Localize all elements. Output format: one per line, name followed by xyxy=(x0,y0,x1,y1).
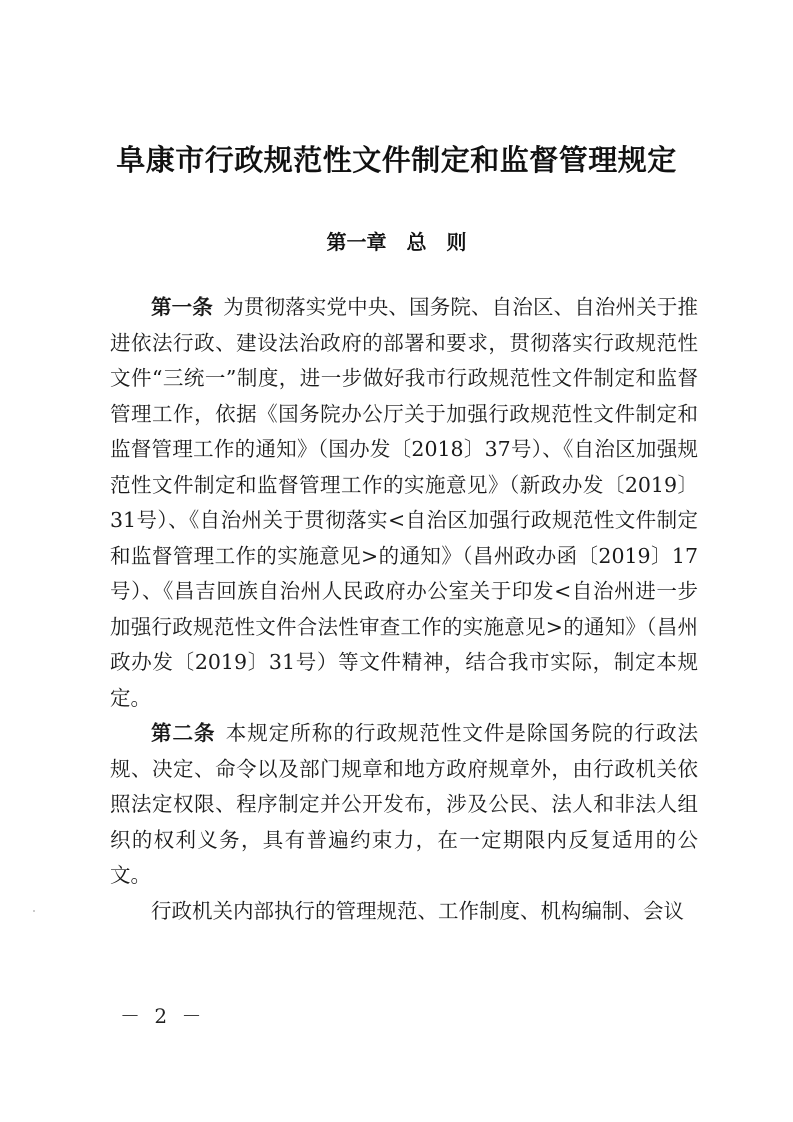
paragraph-text: 行政机关内部执行的管理规范、工作制度、机构编制、会议 xyxy=(151,898,684,923)
article-label: 第二条 xyxy=(151,721,216,745)
article-text: 为贯彻落实党中央、国务院、自治区、自治州关于推进依法行政、建设法治政府的部署和要求，贯彻落实行政规范性文件“三统一”制度，进一步做好我市行政规范性文件制定和监督管理工作，依据《国务院办公厅关于加强行政规范性文件制定和监督管理工作的通知》（国办发〔2018〕37号）、《自治区加强规范性文件制定和监督管理工作的实施意见》（新政办发〔2019〕31号）、《自治州关于贯彻落实<自治区加强行政规范性文件制定和监督管理工作的实施意见>的通知》（昌州政办函〔2019〕17号）、《昌吉回族自治州人民政府办公室关于印发<自治州进一步加强行政规范性文件合法性审查工作的实施意见>的通知》（昌州政办发〔2019〕31号）等文件精神，结合我市实际，制定本规定。 xyxy=(110,295,699,710)
page-number: － 2 － xyxy=(120,1004,206,1028)
scan-speck xyxy=(33,910,35,912)
article-text: 本规定所称的行政规范性文件是除国务院的行政法规、决定、命令以及部门规章和地方政府规章外，由行政机关依照法定权限、程序制定并公开发布，涉及公民、法人和非法人组织的权利义务，具有普遍约束力，在一定期限内反复适用的公文。 xyxy=(110,721,698,887)
article-paragraph-2 xyxy=(110,716,698,894)
document-title: 阜康市行政规范性文件制定和监督管理规定 xyxy=(116,143,677,177)
article-paragraph-1 xyxy=(110,290,698,716)
chapter-heading: 第一章 总 则 xyxy=(326,230,467,254)
article-label: 第一条 xyxy=(151,295,213,319)
continuation-paragraph xyxy=(110,894,698,930)
document-body xyxy=(110,290,698,929)
